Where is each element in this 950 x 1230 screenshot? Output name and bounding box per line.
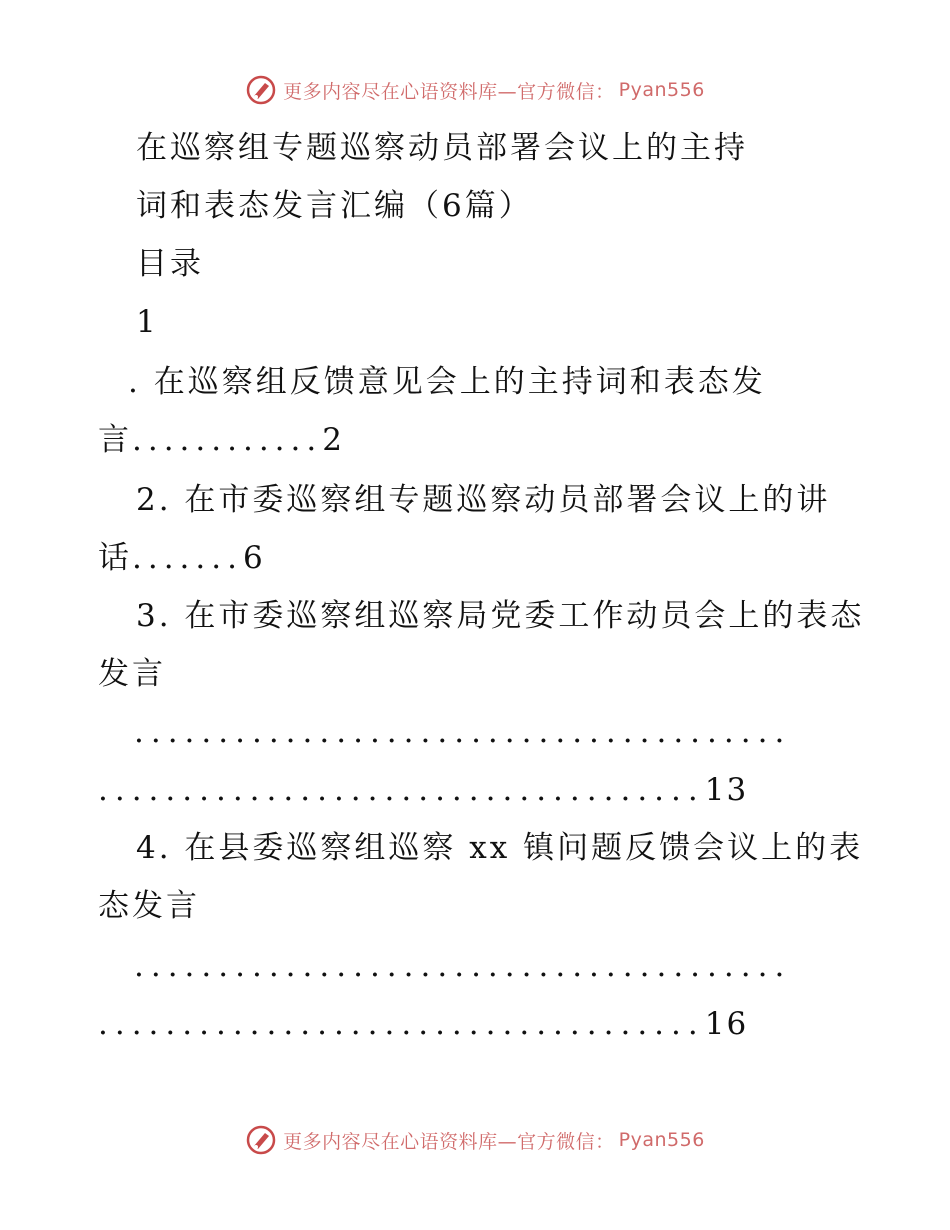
toc-heading: 目录 [136, 246, 204, 282]
toc-item-2-title-cont [98, 538, 266, 578]
toc-item-4-leader-row [98, 1004, 748, 1044]
toc-item-2-text: 话 [98, 540, 132, 576]
toc-item-3-page: 13 [704, 772, 749, 808]
toc-item-4-title-cont: 态发言 [98, 888, 200, 924]
watermark-wechat-id: Pyan556 [618, 79, 705, 101]
toc-item-3-title-cont: 发言 [98, 656, 166, 692]
toc-item-3-leader-row [98, 770, 748, 810]
watermark-text: 更多内容尽在心语资料库—官方微信： [283, 1130, 615, 1153]
doc-title-line-1: 在巡察组专题巡察动员部署会议上的主持 [136, 130, 748, 166]
watermark-header [0, 70, 950, 110]
toc-item-4-leader-dots-a: ....................................... [134, 948, 792, 984]
toc-item-1-number: 1 [136, 304, 159, 340]
toc-item-4-page: 16 [704, 1006, 749, 1042]
toc-item-2-leader-dots: ....... [132, 540, 243, 576]
pen-logo-icon [245, 1124, 277, 1156]
toc-item-1-page: 2 [322, 422, 345, 458]
toc-item-2-title: 2. 在市委巡察组专题巡察动员部署会议上的讲 [136, 482, 831, 518]
doc-title-line-2: 词和表态发言汇编（6篇） [136, 188, 533, 224]
toc-item-3-leader-dots-a: ....................................... [134, 714, 792, 750]
toc-item-1-title-cont [98, 420, 345, 460]
toc-item-1-leader-dots: ............ [132, 422, 323, 458]
toc-item-1-title: . 在巡察组反馈意见会上的主持词和表态发 [128, 364, 766, 400]
toc-item-1-text: 言 [98, 422, 132, 458]
watermark-text: 更多内容尽在心语资料库—官方微信： [283, 80, 615, 103]
toc-item-3-title: 3. 在市委巡察组巡察局党委工作动员会上的表态 [136, 598, 865, 634]
toc-item-4-leader-dots-b: .................................... [98, 1006, 705, 1042]
pen-logo-icon [245, 74, 277, 106]
toc-item-2-page: 6 [242, 540, 266, 576]
toc-item-4-title: 4. 在县委巡察组巡察 xx 镇问题反馈会议上的表 [136, 830, 864, 866]
watermark-footer [0, 1120, 950, 1160]
watermark-wechat-id: Pyan556 [618, 1129, 705, 1151]
toc-item-3-leader-dots-b: .................................... [98, 772, 705, 808]
